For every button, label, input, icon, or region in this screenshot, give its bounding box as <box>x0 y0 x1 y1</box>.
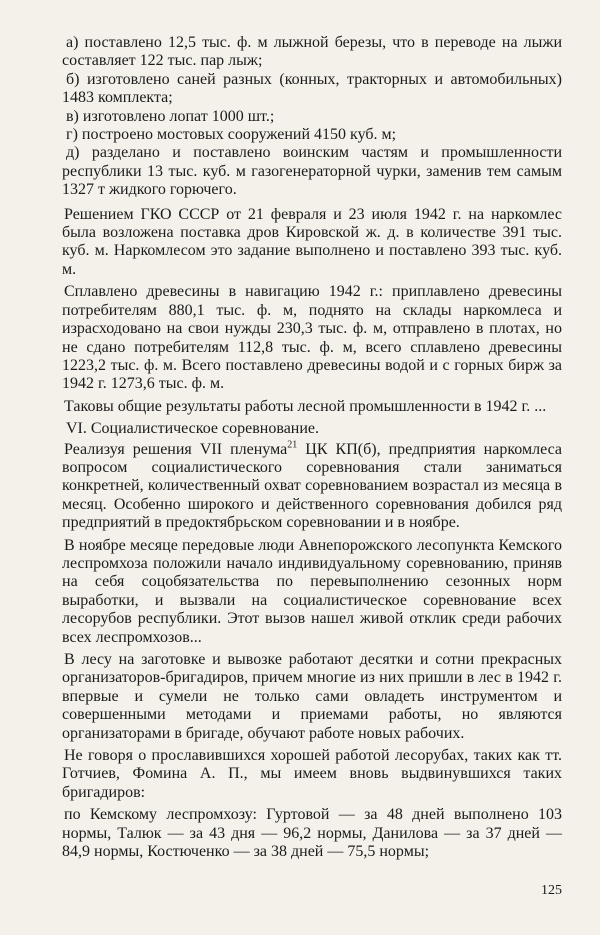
paragraph: по Кемскому леспромхозу: Гуртовой — за 48 дней выполнено 103 нормы, Талюк — за 43 дня — 96,2 нормы, Данилова — за 37 дней — 84,9 нормы, Костюченко — за 38 дней — 75,5 нормы; <box>62 806 562 861</box>
plenum-text-end: ЦК КП(б), предприятия наркомлеса вопросом социалистического соревнования стали заниматься конкретней, количественный охват соревнованием возрастал из месяца в месяц. Особенно широкого и действенного соревнования добился ряд предприятий в предоктябрьском соревновании и в ноябре. <box>62 440 562 532</box>
paragraph: Решением ГКО СССР от 21 февраля и 23 июля 1942 г. на наркомлес была возложена поставка дров Кировской ж. д. в количестве 391 тыс. куб. м. Наркомлесом это задание выполнено и поставлено 393 тыс. куб. м. <box>62 205 562 278</box>
paragraph: В лесу на заготовке и вывозке работают десятки и сотни прекрасных организаторов-бригадиров, причем многие из них пришли в лес в 1942 г. впервые и сумели не только сами овладеть инструментом и совершенными методами и приемами работы, но являются организаторами в бригаде, обучают работе новых рабочих. <box>62 651 562 742</box>
paragraph: В ноябре месяце передовые люди Авнепорожского лесопункта Кемского леспромхоза положили начало индивидуальному соревнованию, приняв на себя соцобязательства по перевыполнению сезонных норм выработки, и вызвали на социалистическое соревнование всех лесорубов республики. Этот вызов нашел живой отклик среди рабочих всех леспромхозов... <box>62 536 562 646</box>
paragraph: Не говоря о прославившихся хорошей работой лесорубах, таких как тт. Готчиев, Фомина А. П., мы имеем вновь выдвинувшихся таких бригадиров: <box>62 747 562 801</box>
paragraph: Таковы общие результаты работы лесной промышленности в 1942 г. ... <box>64 397 547 415</box>
page-number: 125 <box>541 883 562 898</box>
list-item: д) разделано и поставлено воинским частям и промышленности республики 13 тыс. куб. м газогенераторной чурки, заменив тем самым 1327 т жидкого горючего. <box>62 144 562 199</box>
paragraph: Сплавлено древесины в навигацию 1942 г.: приплавлено древесины потребителям 880,1 тыс. ф. м, поднято на склады наркомлеса и израсходовано на свои нужды 230,3 тыс. ф. м, отправлено в плотах, но не сдано потребителям 112,8 тыс. ф. м, всего сплавлено древесины 1223,2 тыс. ф. м. Всего поставлено древесины водой и с горных бирж за 1942 г. 1273,6 тыс. ф. м. <box>62 283 562 393</box>
list-item: г) построено мостовых сооружений 4150 куб. м; <box>66 126 397 144</box>
paragraph-plenum <box>62 441 562 533</box>
plenum-text-start: Реализуя решения VII пленума <box>64 440 288 458</box>
footnote-ref: 21 <box>287 439 298 451</box>
section-heading: VI. Социалистическое соревнование. <box>66 420 320 438</box>
list-item: в) изготовлено лопат 1000 шт.; <box>66 107 275 125</box>
list-item: а) поставлено 12,5 тыс. ф. м лыжной березы, что в переводе на лыжи составляет 122 тыс. пар лыж; <box>62 34 562 70</box>
page-body <box>62 34 562 865</box>
list-item: б) изготовлено саней разных (конных, тракторных и автомобильных) 1483 комплекта; <box>62 70 562 107</box>
